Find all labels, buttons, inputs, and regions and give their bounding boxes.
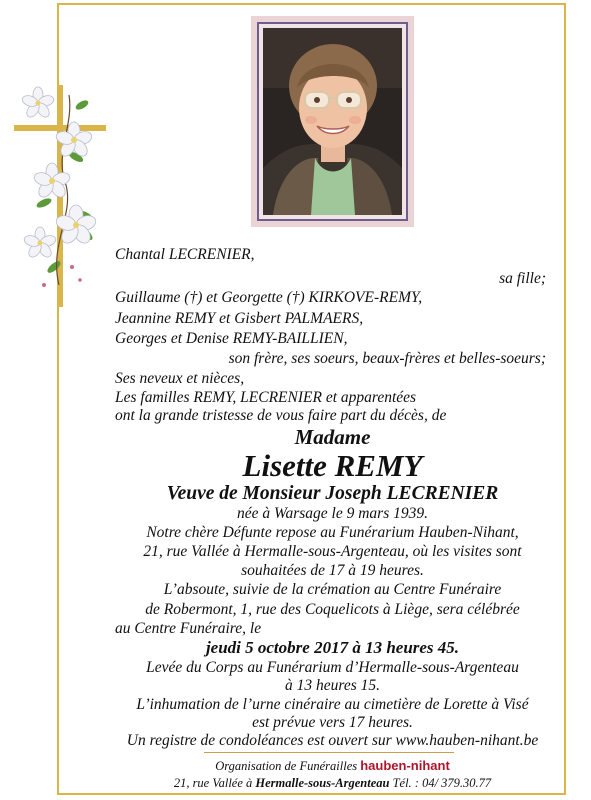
footer-organisation [110,757,555,775]
deceased-widow: Veuve de Monsieur Joseph LECRENIER [166,483,499,504]
family-line-kirkove: Guillaume (†) et Georgette (†) KIRKOVE-REMY, [115,289,423,306]
detail-line-10: est prévue vers 17 heures. [252,714,413,731]
family-line-jeannine: Jeannine REMY et Gisbert PALMAERS, [115,310,364,327]
ceremony-date: jeudi 5 octobre 2017 à 13 heures 45. [205,638,460,657]
brand-logo-text: hauben-nihant [360,758,450,773]
family-line-announcement: ont la grande tristesse de vous faire part du décès, de [115,407,447,424]
family-line-daughter: Chantal LECRENIER, [115,246,255,263]
portrait-frame [251,16,414,227]
footer-addr-prefix: 21, rue Vallée à [173,776,253,790]
footer-org-prefix: Organisation de Funérailles [215,759,358,773]
condolences-line: Un registre de condoléances est ouvert sur www.hauben-nihant.be [126,732,539,749]
family-line-relation-siblings: son frère, ses soeurs, beaux-frères et belles-soeurs; [228,350,546,367]
detail-line-9: L’inhumation de l’urne cinéraire au cimetière de Lorette à Visé [136,696,529,713]
detail-line-4: L’absoute, suivie de la crémation au Centre Funéraire [163,581,502,598]
detail-line-7: Levée du Corps au Funérarium d’Hermalle-sous-Argenteau [146,659,519,676]
family-line-georges: Georges et Denise REMY-BAILLIEN, [115,330,348,347]
detail-line-5: de Robermont, 1, rue des Coquelicots à Liège, sera célébrée [145,601,520,618]
footer-divider [204,752,454,753]
family-line-nephews: Ses neveux et nièces, [115,370,245,387]
floral-cross-icon [14,85,106,312]
deceased-birth: née à Warsage le 9 mars 1939. [236,505,428,522]
footer-address [110,775,555,792]
detail-line-1: Notre chère Défunte repose au Funérarium Hauben-Nihant, [146,524,519,541]
detail-line-6: au Centre Funéraire, le [115,620,262,637]
footer-addr-city: Hermalle-sous-Argenteau [255,776,390,790]
detail-line-3: souhaitées de 17 à 19 heures. [241,562,424,579]
portrait-photo [257,22,408,221]
family-line-relation-daughter: sa fille; [499,270,546,287]
detail-line-2: 21, rue Vallée à Hermalle-sous-Argenteau, où les visites sont [143,543,522,560]
family-line-families: Les familles REMY, LECRENIER et apparentées [115,389,417,406]
deceased-name: Lisette REMY [242,448,423,483]
deceased-title: Madame [294,425,371,449]
detail-line-8: à 13 heures 15. [285,677,380,694]
footer-phone: Tél. : 04/ 379.30.77 [392,776,492,790]
